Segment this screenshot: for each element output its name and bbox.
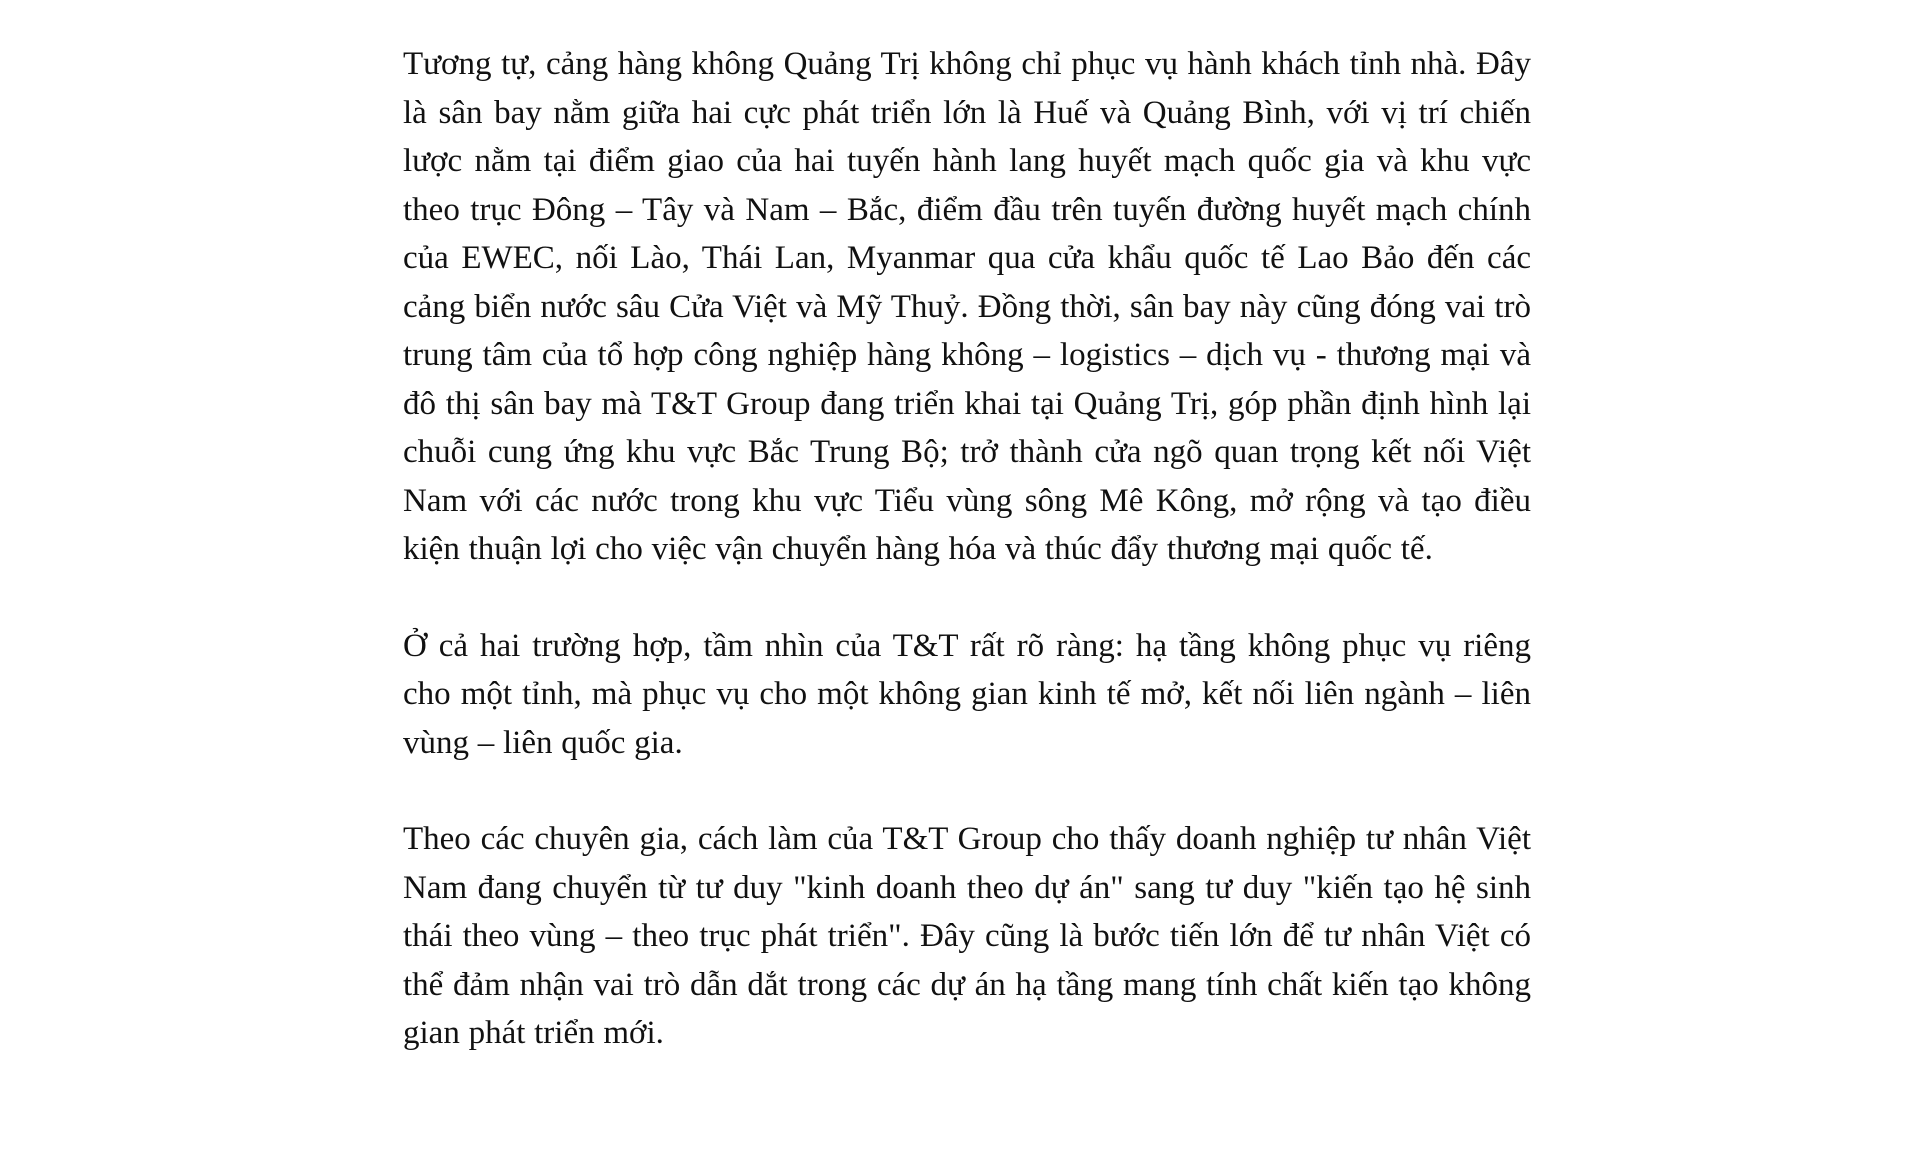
article-paragraph-2: Ở cả hai trường hợp, tầm nhìn của T&T rất rõ ràng: hạ tầng không phục vụ riêng cho một tỉnh, mà phục vụ cho một không gian kinh tế mở, kết nối liên ngành – liên vùng – liên quốc gia. — [403, 627, 1531, 761]
article-paragraph-3: Theo các chuyên gia, cách làm của T&T Group cho thấy doanh nghiệp tư nhân Việt Nam đang chuyển từ tư duy "kinh doanh theo dự án" sang tư duy "kiến tạo hệ sinh thái theo vùng – theo trục phát triển". Đây cũng là bước tiến lớn để tư nhân Việt có thể đảm nhận vai trò dẫn dắt trong các dự án hạ tầng mang tính chất kiến tạo không gian phát triển mới. — [403, 821, 1531, 1051]
article-paragraph-1: Tương tự, cảng hàng không Quảng Trị không chỉ phục vụ hành khách tỉnh nhà. Đây là sân bay nằm giữa hai cực phát triển lớn là Huế và Quảng Bình, với vị trí chiến lược nằm tại điểm giao của hai tuyến hành lang huyết mạch quốc gia và khu vực theo trục Đông – Tây và Nam – Bắc, điểm đầu trên tuyến đường huyết mạch chính của EWEC, nối Lào, Thái Lan, Myanmar qua cửa khẩu quốc tế Lao Bảo đến các cảng biển nước sâu Cửa Việt và Mỹ Thuỷ. Đồng thời, sân bay này cũng đóng vai trò trung tâm của tổ hợp công nghiệp hàng không – logistics – dịch vụ - thương mại và đô thị sân bay mà T&T Group đang triển khai tại Quảng Trị, góp phần định hình lại chuỗi cung ứng khu vực Bắc Trung Bộ; trở thành cửa ngõ quan trọng kết nối Việt Nam với các nước trong khu vực Tiểu vùng sông Mê Kông, mở rộng và tạo điều kiện thuận lợi cho việc vận chuyển hàng hóa và thúc đẩy thương mại quốc tế. — [403, 46, 1531, 567]
article-body — [403, 40, 1531, 1058]
